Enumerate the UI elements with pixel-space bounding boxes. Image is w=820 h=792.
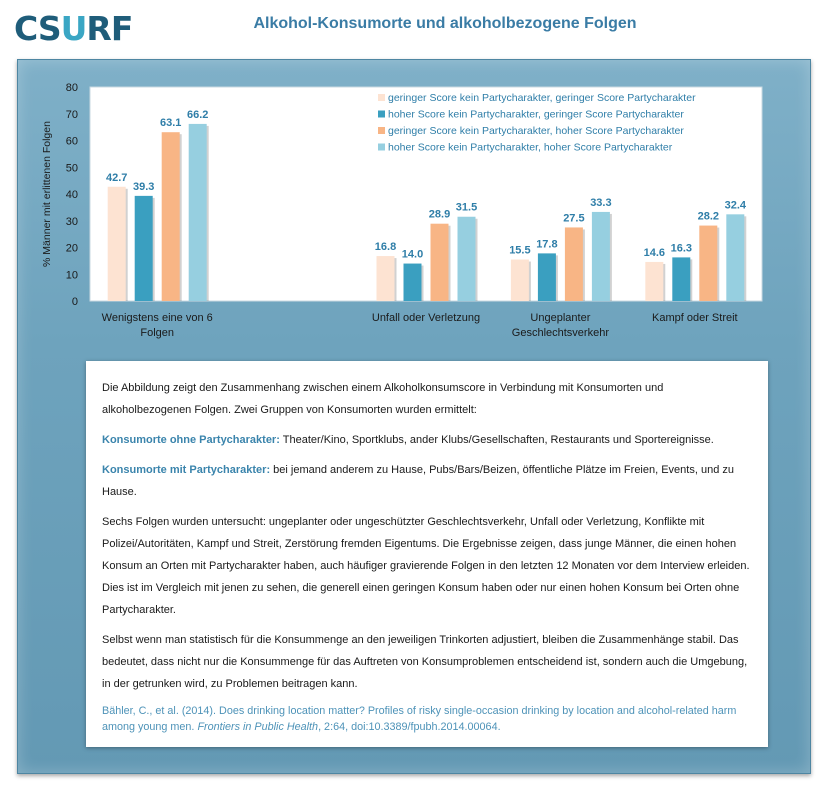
bar: [538, 253, 556, 301]
legend-swatch: [378, 144, 385, 151]
citation: Bähler, C., et al. (2014). Does drinking location matter? Profiles of risky single-occasion drinking by location and alcohol-related harm among young men. Frontiers in Public Health, 2:64, doi:10.3389/fpubh.2014.00064.: [102, 705, 737, 733]
x-category-label: Unfall oder Verletzung: [371, 312, 481, 324]
x-category-label: Kampf oder Streit: [652, 312, 738, 324]
bar: [377, 256, 395, 301]
legend-label: geringer Score kein Partycharakter, geringer Score Partycharakter: [388, 92, 696, 104]
data-label: 32.4: [724, 199, 747, 212]
legend-label: geringer Score kein Partycharakter, hoher Score Partycharakter: [388, 125, 684, 137]
bar: [458, 217, 476, 301]
bar: [431, 224, 449, 301]
bar: [162, 132, 180, 301]
y-tick-label: 70: [65, 108, 78, 121]
bar: [672, 257, 690, 301]
y-tick-label: 40: [65, 189, 78, 201]
legend-swatch: [378, 94, 385, 101]
data-label: 28.2: [697, 210, 720, 223]
y-tick-label: 50: [65, 162, 78, 175]
group2-paragraph: [102, 459, 752, 503]
data-label: 39.3: [132, 180, 155, 193]
bar-chart: [34, 80, 764, 345]
group2-text: bei jemand anderem zu Hause, Pubs/Bars/Beizen, öffentliche Plätze im Freien, Events, und zu Hause.: [102, 464, 734, 498]
x-category-label: Wenigstens eine von 6: [101, 312, 213, 324]
data-label: 16.8: [374, 241, 397, 254]
data-label: 17.8: [536, 238, 558, 251]
data-label: 42.7: [105, 171, 128, 184]
legend-swatch: [378, 111, 385, 118]
bar: [592, 212, 610, 301]
legend-swatch: [378, 127, 385, 134]
x-category-label: Ungeplanter: [530, 312, 591, 324]
y-tick-label: 0: [71, 296, 78, 308]
legend-label: hoher Score kein Partycharakter, hoher Score Partycharakter: [388, 141, 673, 154]
page-title: Alkohol-Konsumorte und alkoholbezogene Folgen: [253, 15, 637, 32]
findings-paragraph: Sechs Folgen wurden untersucht: ungeplanter oder ungeschützter Geschlechtsverkehr, Unfall oder Verletzung, Konflikte mit Polizei/Autoritäten, Kampf und Streit, Zerstörung fremden Eigentums. Die Ergebnisse zeigen, dass junge Männer, die einen hohen Konsum an Orten mit Partycharakter haben, auch häufiger gravierende Folgen in den letzten 12 Monaten vor dem Interview erleiden. Dies ist im Vergleich mit jenen zu sehen, die generell einen geringen Konsum haben oder nur einen hohen Konsum bei Orten ohne Partycharakter.: [102, 516, 750, 616]
intro-paragraph: Die Abbildung zeigt den Zusammenhang zwischen einem Alkoholkonsumscore in Verbindung mit Konsumorten und alkoholbezogenen Folgen. Zwei Gruppen von Konsumorten wurden ermittelt:: [102, 382, 664, 416]
data-label: 33.3: [590, 196, 612, 209]
y-tick-label: 30: [65, 215, 78, 228]
group2-label: Konsumorte mit Partycharakter:: [102, 464, 271, 476]
y-tick-label: 60: [65, 135, 78, 148]
bar: [108, 187, 126, 301]
citation-journal: Frontiers in Public Health: [197, 721, 319, 733]
x-category-label: Folgen: [140, 327, 175, 339]
data-label: 14.6: [643, 246, 666, 259]
bar: [726, 214, 744, 301]
bar: [404, 264, 422, 301]
y-tick-label: 10: [65, 269, 78, 282]
y-axis-label: % Männer mit erlittenen Folgen: [41, 121, 53, 267]
data-label: 27.5: [563, 212, 585, 225]
data-label: 31.5: [455, 201, 478, 214]
bar: [189, 124, 207, 301]
adjustment-paragraph: Selbst wenn man statistisch für die Konsummenge an den jeweiligen Trinkorten adjustiert, bleiben die Zusammenhänge stabil. Das bedeutet, dass nicht nur die Konsummenge für das Auftreten von Konsumproblemen entscheidend ist, sondern auch die Umgebung, in der getrunken wird, zu Problemen beitragen kann.: [102, 634, 748, 690]
data-label: 16.3: [670, 242, 693, 255]
group1-text: Theater/Kino, Sportklubs, ander Klubs/Gesellschaften, Restaurants und Sportereignisse.: [279, 434, 714, 446]
group1-label: Konsumorte ohne Partycharakter:: [102, 434, 280, 446]
data-label: 63.1: [159, 117, 182, 130]
logo-text: CSURF: [14, 8, 133, 48]
y-tick-label: 20: [65, 242, 78, 255]
description-panel: [86, 361, 768, 747]
legend-label: hoher Score kein Partycharakter, geringer Score Partycharakter: [388, 108, 684, 121]
bar: [135, 196, 153, 301]
data-label: 14.0: [401, 248, 424, 261]
bar: [699, 226, 717, 301]
group1-paragraph: [102, 429, 752, 451]
bar: [645, 262, 663, 301]
data-label: 15.5: [509, 244, 531, 257]
x-category-label: Geschlechtsverkehr: [511, 327, 610, 339]
chart-area: [34, 80, 764, 339]
bar: [565, 227, 583, 301]
data-label: 28.9: [428, 208, 451, 221]
y-tick-label: 80: [65, 82, 78, 94]
bar: [511, 260, 529, 301]
data-label: 66.2: [186, 108, 209, 121]
